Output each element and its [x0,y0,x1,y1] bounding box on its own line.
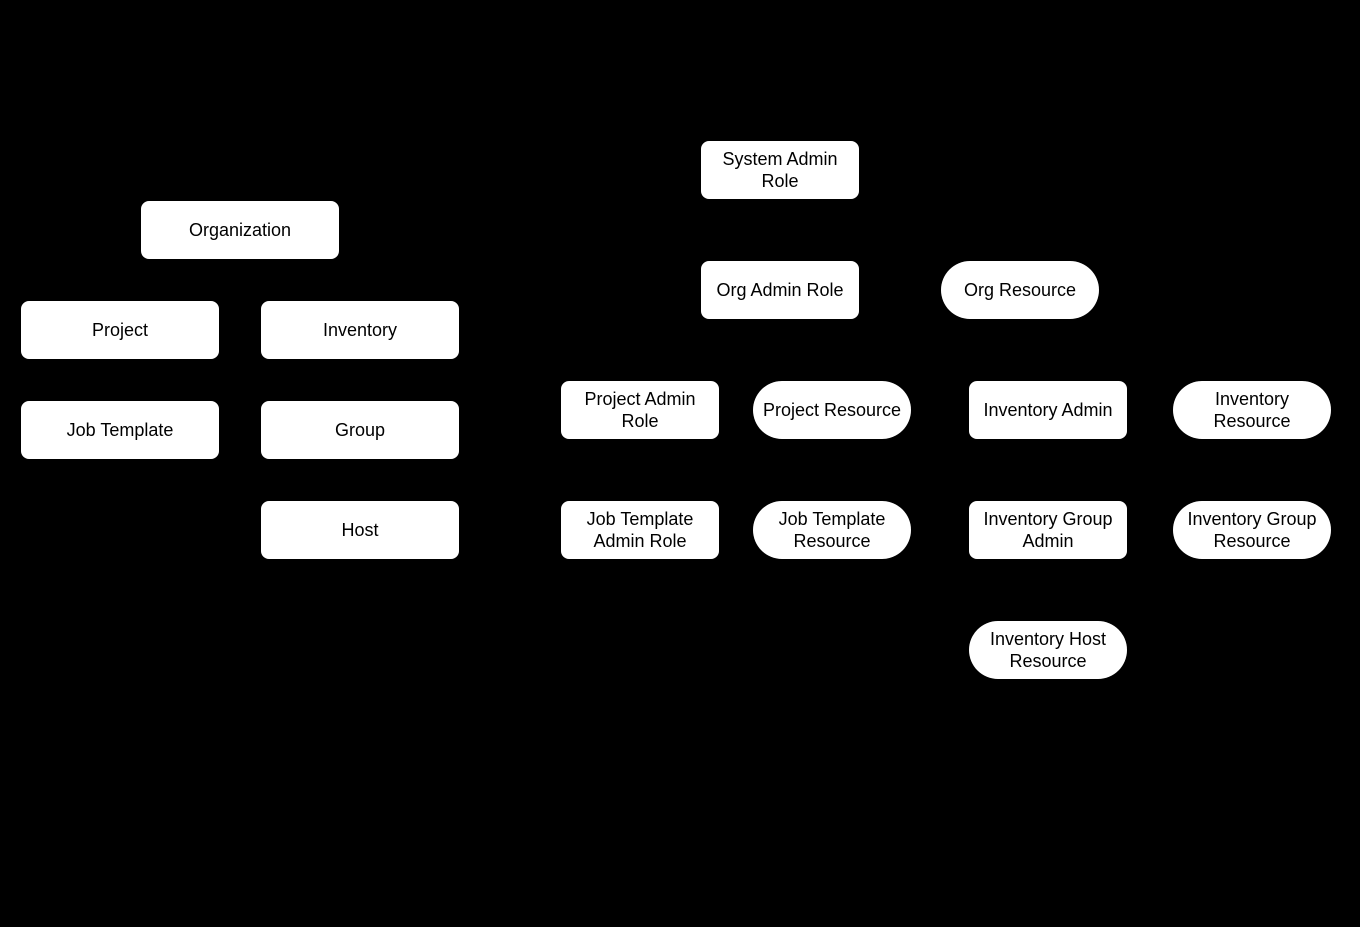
node-label: Job Template [66,420,174,440]
node-project [21,301,219,359]
node-label: Project Resource [762,400,902,420]
node-inventory-resource [1173,381,1331,439]
node-job-template-resource [753,501,911,559]
node-label: Project Admin [584,389,696,409]
node-label: Job Template [778,509,886,529]
node-label: Group [334,420,386,440]
node-label: Org Resource [963,280,1077,300]
node-label: System Admin [722,149,838,169]
node-label: Resource [1009,651,1087,671]
node-label: Inventory Group [983,509,1113,529]
node-label: Resource [1213,411,1291,431]
node-label: Role [761,171,799,191]
node-label: Role [621,411,659,431]
node-job-template-admin-role [561,501,719,559]
node-label: Inventory Host [989,629,1107,649]
node-label: Admin [1022,531,1074,551]
node-project-resource [753,381,911,439]
node-label: Job Template [586,509,694,529]
node-inventory-host-resource [969,621,1127,679]
node-label: Inventory [1214,389,1290,409]
node-job-template [21,401,219,459]
node-inventory-admin [969,381,1127,439]
node-inventory-group-admin [969,501,1127,559]
node-label: Resource [793,531,871,551]
node-org-resource [941,261,1099,319]
node-label: Inventory Admin [983,400,1113,420]
node-label: Project [91,320,149,340]
node-label: Organization [188,220,292,240]
node-label: Inventory [322,320,398,340]
node-inventory-group-resource [1173,501,1331,559]
node-organization [141,201,339,259]
node-label: Admin Role [593,531,687,551]
node-label: Org Admin Role [716,280,844,300]
node-host [261,501,459,559]
node-label: Inventory Group [1187,509,1317,529]
node-label: Resource [1213,531,1291,551]
node-system-admin-role [701,141,859,199]
node-project-admin-role [561,381,719,439]
node-inventory [261,301,459,359]
node-org-admin-role [701,261,859,319]
node-label: Host [341,520,379,540]
node-group [261,401,459,459]
